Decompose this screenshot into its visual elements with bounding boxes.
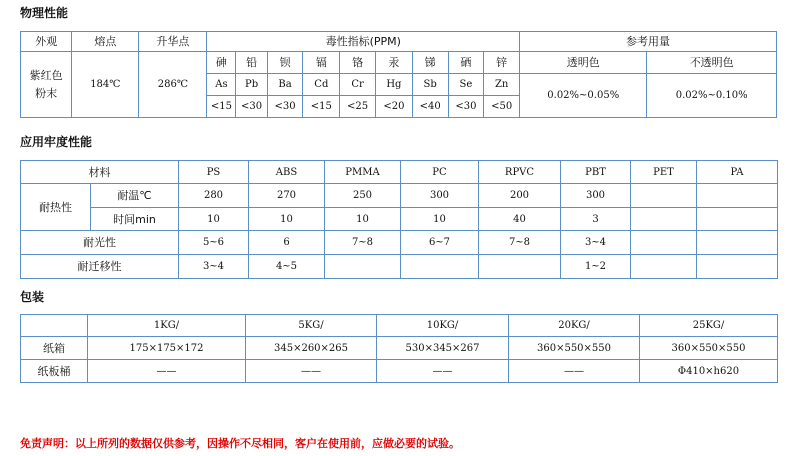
element-name: 砷 [207, 52, 236, 74]
element-symbol: Se [448, 74, 484, 96]
time-value: 3 [561, 208, 631, 231]
element-limit: <30 [236, 96, 267, 118]
temp-value: 280 [179, 184, 249, 208]
header-sublimation-point: 升华点 [139, 32, 207, 52]
carton-size: 360×550×550 [509, 337, 640, 360]
material-name: PA [697, 161, 778, 184]
time-value [631, 208, 697, 231]
time-value: 10 [325, 208, 401, 231]
migration-value: 4~5 [249, 255, 325, 279]
package-size: 20KG/ [509, 315, 640, 337]
drum-size: —— [88, 360, 246, 383]
element-name: 锌 [484, 52, 520, 74]
dosage-transparent-value: 0.02%~0.05% [520, 74, 647, 118]
element-name: 锑 [412, 52, 448, 74]
temp-value: 300 [401, 184, 479, 208]
temp-value [631, 184, 697, 208]
drum-size: —— [377, 360, 509, 383]
element-symbol: As [207, 74, 236, 96]
element-limit: <15 [207, 96, 236, 118]
header-appearance: 外观 [21, 32, 72, 52]
carton-size: 345×260×265 [246, 337, 377, 360]
carton-label: 纸箱 [21, 337, 88, 360]
migration-value: 1~2 [561, 255, 631, 279]
element-limit: <20 [375, 96, 412, 118]
material-name: RPVC [479, 161, 561, 184]
element-limit: <50 [484, 96, 520, 118]
light-value [697, 231, 778, 255]
temp-label: 耐温℃ [91, 184, 179, 208]
temp-value: 300 [561, 184, 631, 208]
element-name: 硒 [448, 52, 484, 74]
time-value: 40 [479, 208, 561, 231]
time-label: 时间min [91, 208, 179, 231]
appearance-value: 紫红色粉末 [21, 52, 72, 118]
element-name: 钡 [267, 52, 303, 74]
physical-title: 物理性能 [20, 6, 69, 20]
element-name: 铬 [340, 52, 376, 74]
element-name: 镉 [303, 52, 340, 74]
migration-value [697, 255, 778, 279]
heat-resistance-label: 耐热性 [21, 184, 91, 231]
drum-label: 纸板桶 [21, 360, 88, 383]
light-value: 6~7 [401, 231, 479, 255]
packaging-table [20, 314, 778, 383]
carton-size: 360×550×550 [640, 337, 778, 360]
light-fastness-label: 耐光性 [21, 231, 179, 255]
element-limit: <15 [303, 96, 340, 118]
material-label: 材料 [21, 161, 179, 184]
element-symbol: Cd [303, 74, 340, 96]
physical-table [20, 31, 777, 118]
element-limit: <40 [412, 96, 448, 118]
light-value: 7~8 [479, 231, 561, 255]
package-size: 5KG/ [246, 315, 377, 337]
material-name: PC [401, 161, 479, 184]
element-limit: <25 [340, 96, 376, 118]
material-name: ABS [249, 161, 325, 184]
package-size: 1KG/ [88, 315, 246, 337]
drum-size: Φ410×h620 [640, 360, 778, 383]
element-symbol: Hg [375, 74, 412, 96]
element-limit: <30 [267, 96, 303, 118]
material-name: PS [179, 161, 249, 184]
migration-value [479, 255, 561, 279]
light-value [631, 231, 697, 255]
melting-value: 184℃ [72, 52, 139, 118]
packaging-title: 包装 [20, 290, 45, 304]
drum-size: —— [246, 360, 377, 383]
element-symbol: Sb [412, 74, 448, 96]
material-name: PBT [561, 161, 631, 184]
packaging-corner [21, 315, 88, 337]
time-value: 10 [179, 208, 249, 231]
element-symbol: Pb [236, 74, 267, 96]
package-size: 10KG/ [377, 315, 509, 337]
header-melting-point: 熔点 [72, 32, 139, 52]
migration-label: 耐迁移性 [21, 255, 179, 279]
material-name: PET [631, 161, 697, 184]
migration-value [401, 255, 479, 279]
header-toxicity: 毒性指标(PPM) [207, 32, 520, 52]
element-name: 铅 [236, 52, 267, 74]
element-symbol: Zn [484, 74, 520, 96]
time-value: 10 [401, 208, 479, 231]
time-value [697, 208, 778, 231]
temp-value [697, 184, 778, 208]
carton-size: 175×175×172 [88, 337, 246, 360]
dosage-opaque-value: 0.02%~0.10% [647, 74, 777, 118]
fastness-table [20, 160, 778, 279]
migration-value: 3~4 [179, 255, 249, 279]
dosage-transparent-header: 透明色 [520, 52, 647, 74]
material-name: PMMA [325, 161, 401, 184]
time-value: 10 [249, 208, 325, 231]
light-value: 3~4 [561, 231, 631, 255]
drum-size: —— [509, 360, 640, 383]
light-value: 7~8 [325, 231, 401, 255]
disclaimer: 免责声明：以上所列的数据仅供参考，因操作不尽相同，客户在使用前，应做必要的试验。 [20, 437, 460, 450]
migration-value [631, 255, 697, 279]
temp-value: 250 [325, 184, 401, 208]
dosage-opaque-header: 不透明色 [647, 52, 777, 74]
light-value: 5~6 [179, 231, 249, 255]
element-limit: <30 [448, 96, 484, 118]
temp-value: 200 [479, 184, 561, 208]
fastness-title: 应用牢度性能 [20, 135, 93, 149]
element-symbol: Cr [340, 74, 376, 96]
light-value: 6 [249, 231, 325, 255]
package-size: 25KG/ [640, 315, 778, 337]
sublimation-value: 286℃ [139, 52, 207, 118]
carton-size: 530×345×267 [377, 337, 509, 360]
element-symbol: Ba [267, 74, 303, 96]
element-name: 汞 [375, 52, 412, 74]
header-dosage: 参考用量 [520, 32, 777, 52]
temp-value: 270 [249, 184, 325, 208]
migration-value [325, 255, 401, 279]
